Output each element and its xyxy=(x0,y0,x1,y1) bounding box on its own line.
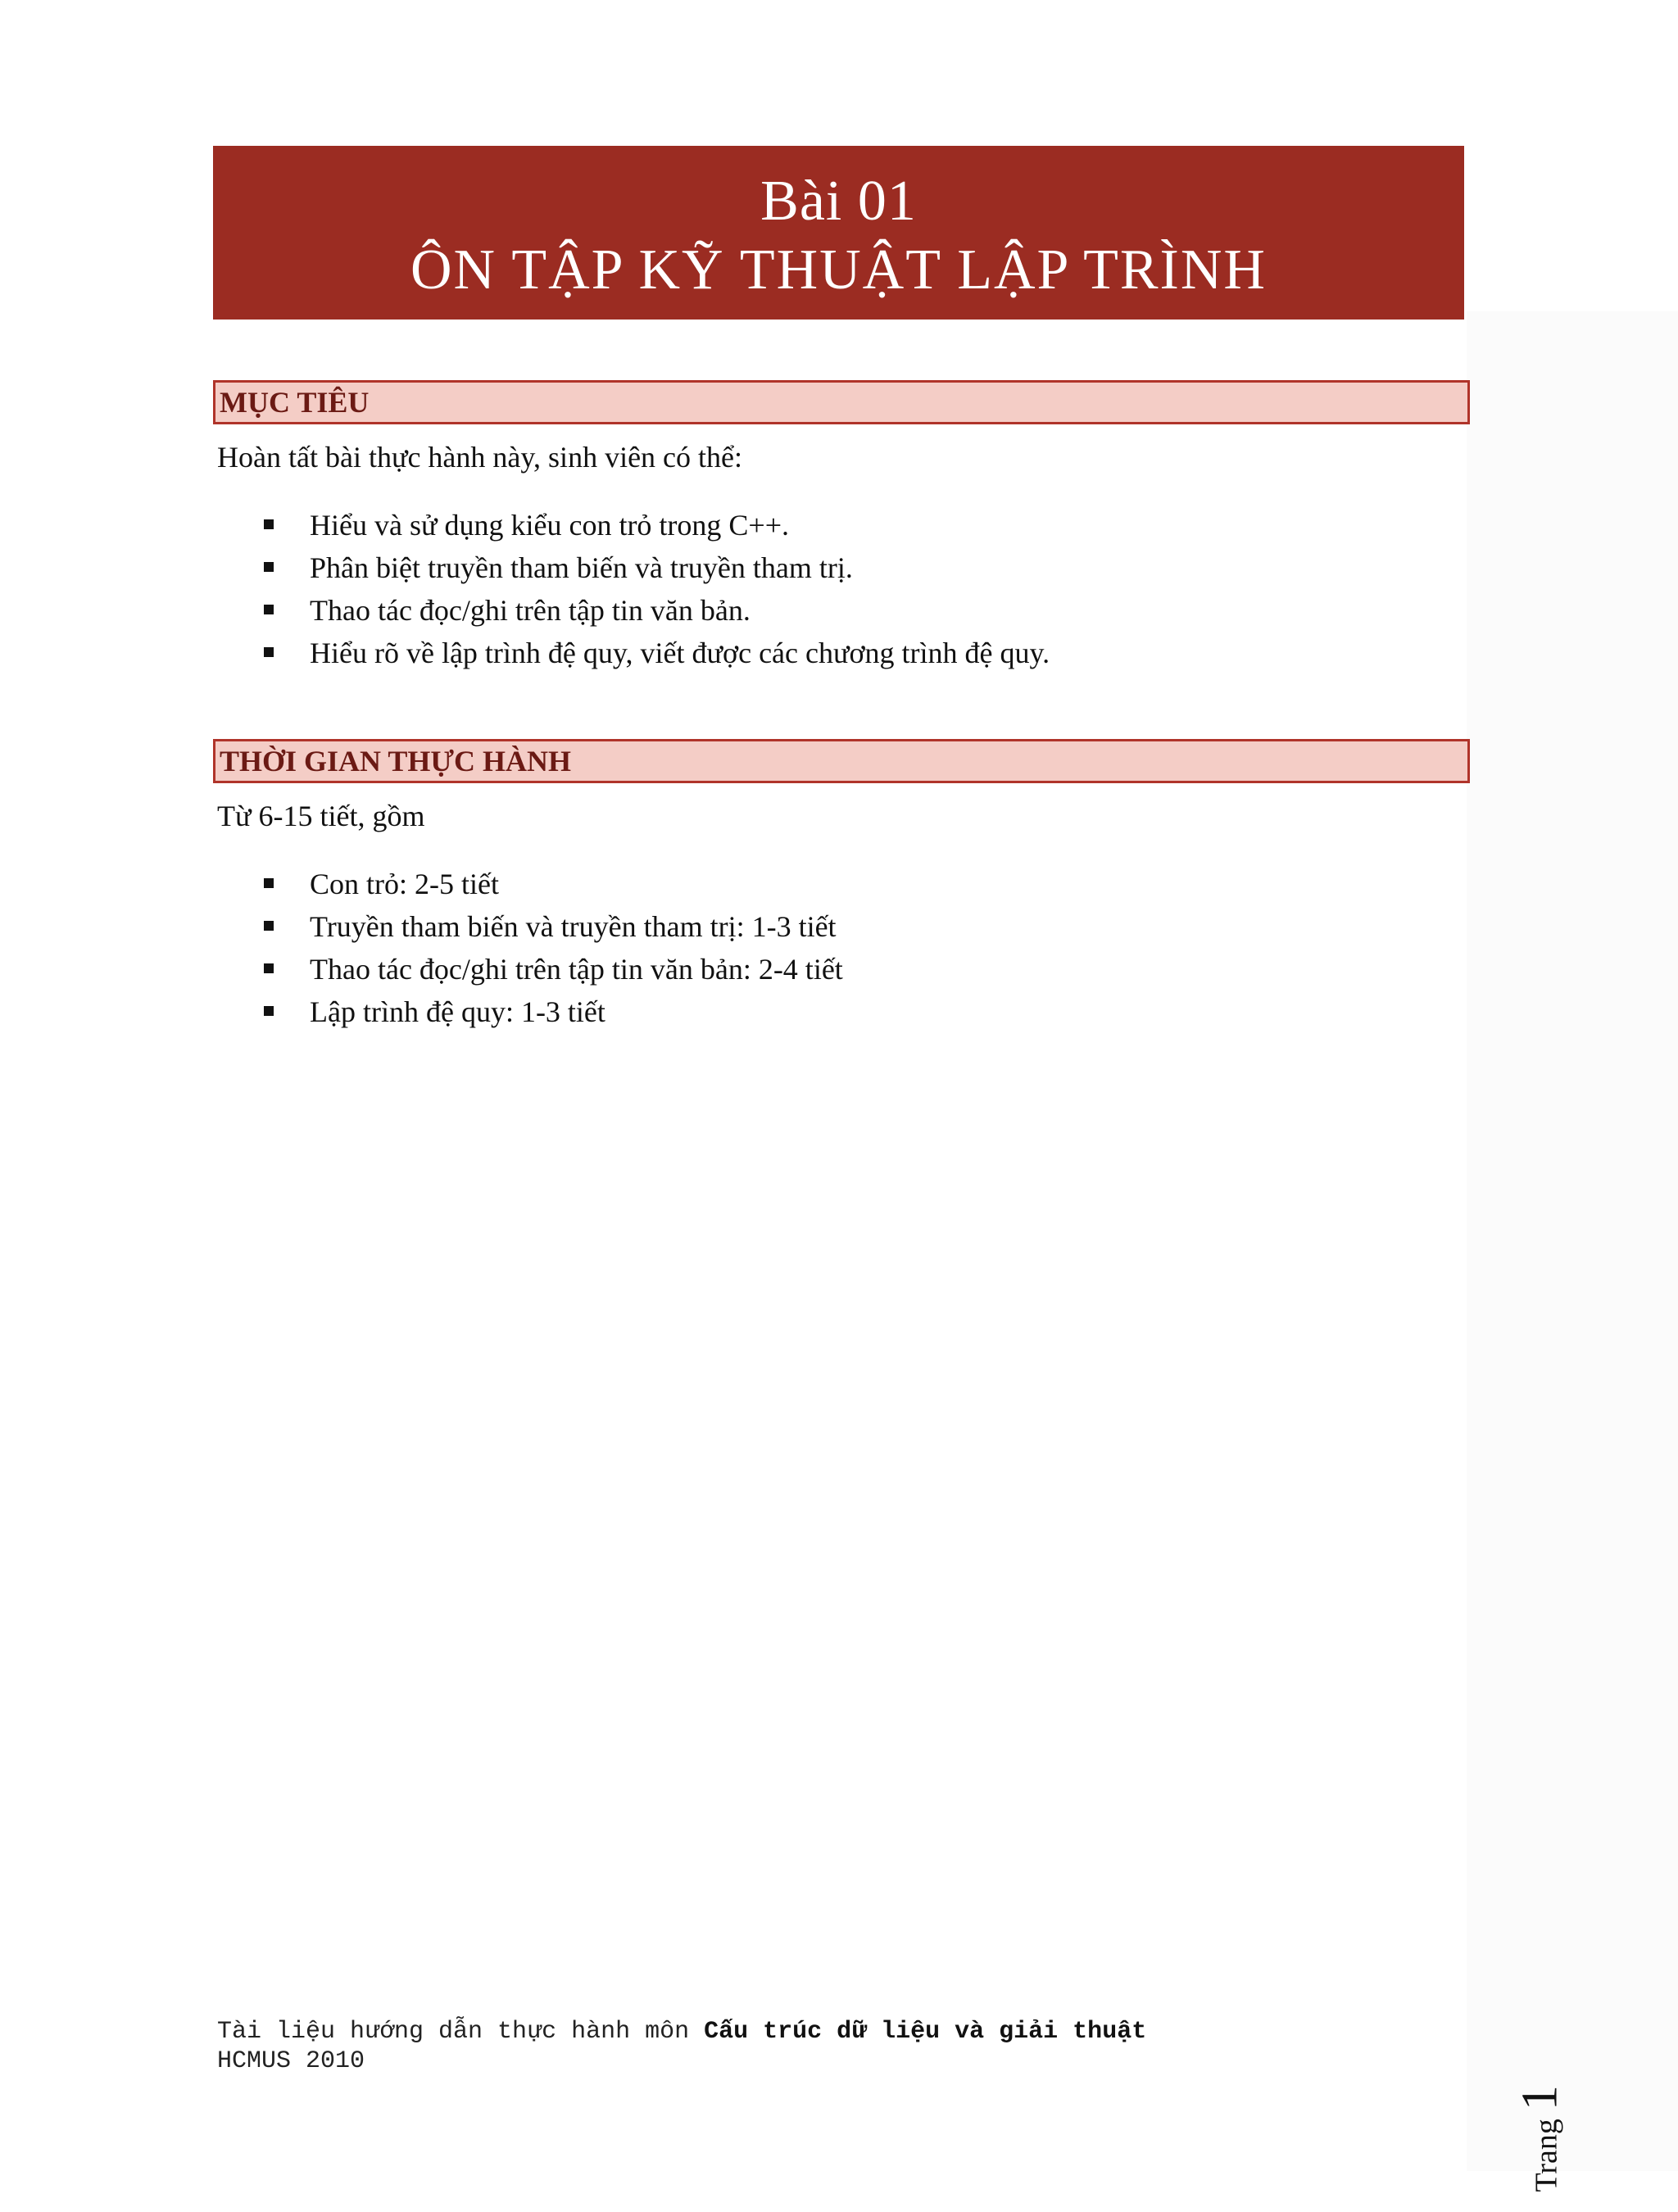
list-item: Truyền tham biến và truyền tham trị: 1-3 tiết xyxy=(264,905,843,948)
right-margin-shade xyxy=(1467,311,1678,2171)
list-item: Lập trình đệ quy: 1-3 tiết xyxy=(264,990,843,1033)
bullet-square-icon xyxy=(264,519,274,529)
list-item: Con trỏ: 2-5 tiết xyxy=(264,863,843,905)
footer-prefix: Tài liệu hướng dẫn thực hành môn xyxy=(217,2018,705,2046)
lesson-number: Bài 01 xyxy=(760,170,917,233)
bullet-square-icon xyxy=(264,647,274,657)
objectives-header: MỤC TIÊU xyxy=(213,380,1470,424)
list-item: Thao tác đọc/ghi trên tập tin văn bản: 2-4 tiết xyxy=(264,948,843,990)
bullet-square-icon xyxy=(264,1006,274,1016)
bullet-square-icon xyxy=(264,562,274,572)
practice-time-header: THỜI GIAN THỰC HÀNH xyxy=(213,739,1470,783)
title-banner xyxy=(213,146,1464,320)
footer xyxy=(217,2017,1146,2076)
page-number-value: 1 xyxy=(1512,2085,1568,2111)
objectives-list xyxy=(264,504,1050,674)
bullet-square-icon xyxy=(264,921,274,931)
page-number xyxy=(1512,1950,1568,2212)
list-item: Thao tác đọc/ghi trên tập tin văn bản. xyxy=(264,589,1050,632)
practice-time-list xyxy=(264,863,843,1033)
bullet-square-icon xyxy=(264,605,274,614)
list-item: Hiểu và sử dụng kiểu con trỏ trong C++. xyxy=(264,504,1050,546)
lesson-title: ÔN TẬP KỸ THUẬT LẬP TRÌNH xyxy=(410,238,1267,301)
footer-line1 xyxy=(217,2017,1146,2047)
practice-time-intro: Từ 6-15 tiết, gồm xyxy=(217,800,425,832)
list-item: Phân biệt truyền tham biến và truyền tham trị. xyxy=(264,546,1050,589)
bullet-square-icon xyxy=(264,878,274,888)
bullet-square-icon xyxy=(264,963,274,973)
footer-course: Cấu trúc dữ liệu và giải thuật xyxy=(704,2018,1147,2046)
footer-line2: HCMUS 2010 xyxy=(217,2047,365,2075)
page-label: Trang xyxy=(1529,2119,1564,2192)
list-item: Hiểu rõ về lập trình đệ quy, viết được các chương trình đệ quy. xyxy=(264,632,1050,674)
objectives-intro: Hoàn tất bài thực hành này, sinh viên có thể: xyxy=(217,441,743,474)
